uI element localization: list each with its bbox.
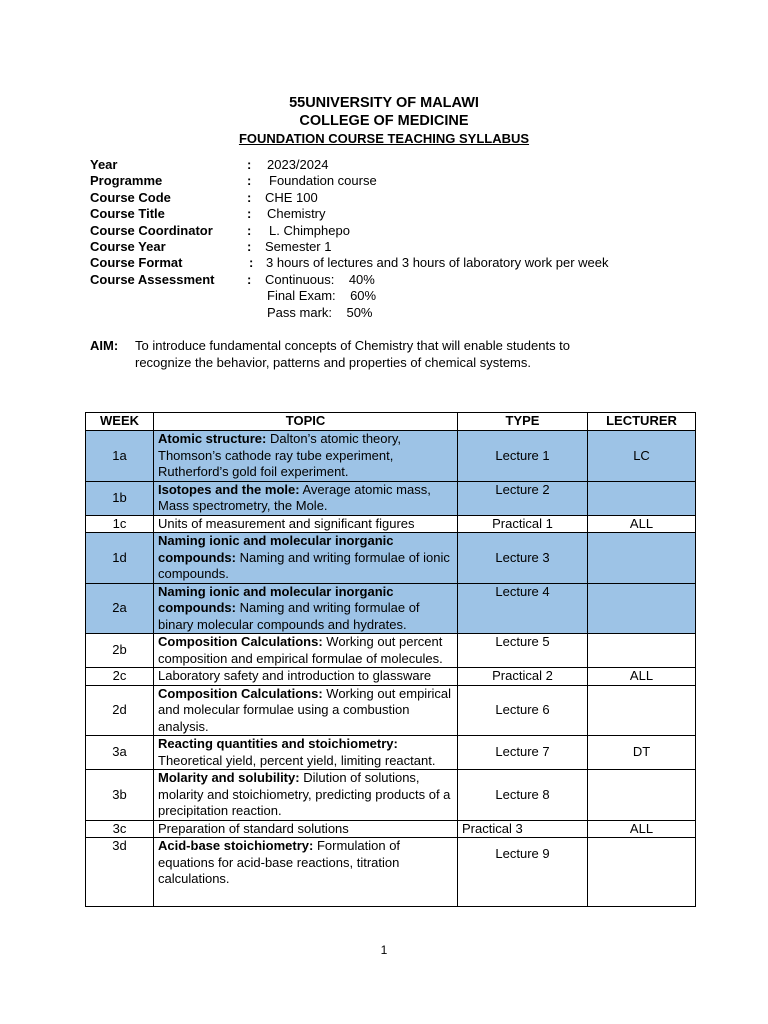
- topic-detail: Dilution of solutions, molarity and stoichiometry, predicting products of a precipitation reaction.: [158, 770, 451, 818]
- syllabus-subtitle: FOUNDATION COURSE TEACHING SYLLABUS: [238, 131, 530, 146]
- table-row: [86, 533, 696, 584]
- table-row: [86, 668, 696, 686]
- info-colon: :: [247, 238, 252, 254]
- info-colon: :: [247, 206, 252, 222]
- lecturer-cell: ALL: [588, 515, 696, 533]
- topic-cell: [154, 685, 458, 736]
- info-label: Course Title: [90, 206, 165, 222]
- table-row: [86, 515, 696, 533]
- info-label: Course Format: [90, 255, 183, 271]
- topic-heading: Composition Calculations:: [158, 634, 323, 649]
- info-colon: :: [247, 271, 252, 287]
- topic-cell: [154, 583, 458, 634]
- type-cell: Lecture 4: [458, 583, 588, 634]
- topic-heading: Molarity and solubility:: [158, 770, 300, 785]
- university-title: 55UNIVERSITY OF MALAWI: [289, 95, 479, 111]
- type-cell: Lecture 3: [458, 533, 588, 584]
- type-cell: Practical 3: [458, 820, 588, 838]
- aim-text: To introduce fundamental concepts of Chemistry that will enable students to recognize the behavior, patterns and properties of chemical systems.: [135, 338, 571, 370]
- info-value: L. Chimphepo: [269, 222, 350, 238]
- info-row-course-code: [90, 190, 690, 206]
- info-label: Course Code: [90, 189, 171, 205]
- topic-cell: [154, 431, 458, 482]
- topic-detail: Naming and writing formulae of ionic compounds.: [158, 549, 450, 581]
- page-number: 1: [380, 943, 388, 957]
- topic-detail: Naming and writing formulae of binary molecular compounds and hydrates.: [158, 600, 420, 632]
- topic-heading: Naming ionic and molecular inorganic compounds:: [158, 583, 394, 615]
- info-value: 2023/2024: [267, 157, 329, 172]
- lecturer-cell: LC: [588, 431, 696, 482]
- topic-detail: Preparation of standard solutions: [158, 820, 349, 836]
- week-cell: 2d: [86, 685, 154, 736]
- topic-cell: [154, 634, 458, 668]
- week-cell: 2c: [86, 668, 154, 686]
- info-row-course-format: [90, 255, 690, 271]
- week-cell: 3b: [86, 770, 154, 821]
- table-row: [86, 431, 696, 482]
- info-row-coordinator: [90, 223, 690, 239]
- type-cell: Lecture 6: [458, 685, 588, 736]
- lecturer-cell: [588, 583, 696, 634]
- type-cell: Lecture 5: [458, 634, 588, 668]
- info-colon: :: [247, 157, 252, 172]
- type-cell: Lecture 9: [458, 838, 588, 907]
- table-row: [86, 838, 696, 907]
- info-value: Foundation course: [269, 173, 377, 189]
- table-row: [86, 685, 696, 736]
- topic-detail: Theoretical yield, percent yield, limiting reactant.: [158, 752, 436, 768]
- header-type: TYPE: [458, 413, 588, 431]
- table-header-row: [86, 413, 696, 431]
- week-cell: 3c: [86, 820, 154, 838]
- type-cell: Lecture 8: [458, 770, 588, 821]
- info-row-course-title: [90, 206, 690, 222]
- info-value: 3 hours of lectures and 3 hours of laboratory work per week: [266, 255, 609, 271]
- topic-heading: Acid-base stoichiometry:: [158, 838, 314, 853]
- lecturer-cell: DT: [588, 736, 696, 770]
- info-label: Programme: [90, 173, 163, 189]
- info-row-assessment: [90, 272, 690, 288]
- topic-detail: Dalton’s atomic theory, Thomson’s cathode ray tube experiment, Rutherford’s gold foil experiment.: [158, 431, 401, 479]
- info-label: Course Year: [90, 238, 166, 254]
- week-cell: 1c: [86, 515, 154, 533]
- table-row: [86, 481, 696, 515]
- topic-detail: Laboratory safety and introduction to glassware: [158, 668, 432, 683]
- topic-detail: Average atomic mass, Mass spectrometry, the Mole.: [158, 481, 431, 513]
- week-cell: 2a: [86, 583, 154, 634]
- info-value: CHE 100: [265, 189, 318, 205]
- course-info: [90, 157, 690, 321]
- lecturer-cell: [588, 685, 696, 736]
- info-row-year: [90, 157, 690, 173]
- info-row-course-year: [90, 239, 690, 255]
- topic-cell: [154, 770, 458, 821]
- info-row-pass-mark: [90, 305, 690, 321]
- type-cell: Practical 2: [458, 668, 588, 686]
- topic-detail: Units of measurement and significant figures: [158, 515, 415, 531]
- info-label: Year: [90, 157, 118, 172]
- info-label: Course Coordinator: [90, 222, 213, 238]
- lecturer-cell: [588, 481, 696, 515]
- topic-cell: [154, 838, 458, 907]
- header-week: WEEK: [86, 413, 154, 431]
- week-cell: 1a: [86, 431, 154, 482]
- topic-detail: Working out empirical and molecular formulae using a combustion analysis.: [158, 685, 452, 734]
- lecturer-cell: [588, 533, 696, 584]
- week-cell: 1d: [86, 533, 154, 584]
- topic-cell: [154, 736, 458, 770]
- table-row: [86, 634, 696, 668]
- table-row: [86, 736, 696, 770]
- type-cell: Lecture 2: [458, 481, 588, 515]
- table-row: [86, 820, 696, 838]
- lecturer-cell: [588, 838, 696, 907]
- topic-cell: [154, 668, 458, 686]
- document-header: [0, 94, 768, 147]
- type-cell: Lecture 7: [458, 736, 588, 770]
- header-topic: TOPIC: [154, 413, 458, 431]
- lecturer-cell: [588, 770, 696, 821]
- syllabus-table: [85, 412, 696, 907]
- week-cell: 1b: [86, 481, 154, 515]
- week-cell: 2b: [86, 634, 154, 668]
- table-row: [86, 770, 696, 821]
- info-row-programme: [90, 173, 690, 189]
- info-colon: :: [249, 255, 254, 271]
- lecturer-cell: ALL: [588, 668, 696, 686]
- topic-detail: Formulation of equations for acid-base reactions, titration calculations.: [158, 838, 401, 886]
- info-value: Semester 1: [265, 238, 332, 254]
- topic-heading: Reacting quantities and stoichiometry:: [158, 736, 398, 751]
- type-cell: Practical 1: [458, 515, 588, 533]
- info-colon: :: [247, 222, 252, 238]
- topic-detail: Working out percent composition and empirical formulae of molecules.: [158, 634, 443, 666]
- type-cell: Lecture 1: [458, 431, 588, 482]
- college-title: COLLEGE OF MEDICINE: [299, 113, 469, 129]
- table-row: [86, 583, 696, 634]
- topic-cell: [154, 533, 458, 584]
- week-cell: 3a: [86, 736, 154, 770]
- info-value: Continuous: 40%: [265, 271, 375, 287]
- topic-cell: [154, 820, 458, 838]
- info-label: Course Assessment: [90, 271, 215, 287]
- topic-cell: [154, 515, 458, 533]
- week-cell: 3d: [86, 838, 154, 907]
- info-colon: :: [247, 173, 252, 189]
- topic-heading: Composition Calculations:: [158, 685, 323, 701]
- info-row-final-exam: [90, 288, 690, 304]
- topic-heading: Atomic structure:: [158, 431, 267, 446]
- assessment-pass-mark: Pass mark: 50%: [267, 304, 373, 320]
- lecturer-cell: ALL: [588, 820, 696, 838]
- topic-heading: Isotopes and the mole:: [158, 481, 300, 497]
- header-lecturer: LECTURER: [588, 413, 696, 431]
- topic-heading: Naming ionic and molecular inorganic compounds:: [158, 533, 394, 565]
- assessment-final-exam: Final Exam: 60%: [267, 288, 377, 304]
- info-value: Chemistry: [267, 206, 326, 222]
- aim-label: AIM:: [90, 338, 119, 353]
- lecturer-cell: [588, 634, 696, 668]
- info-colon: :: [247, 189, 252, 205]
- topic-cell: [154, 481, 458, 515]
